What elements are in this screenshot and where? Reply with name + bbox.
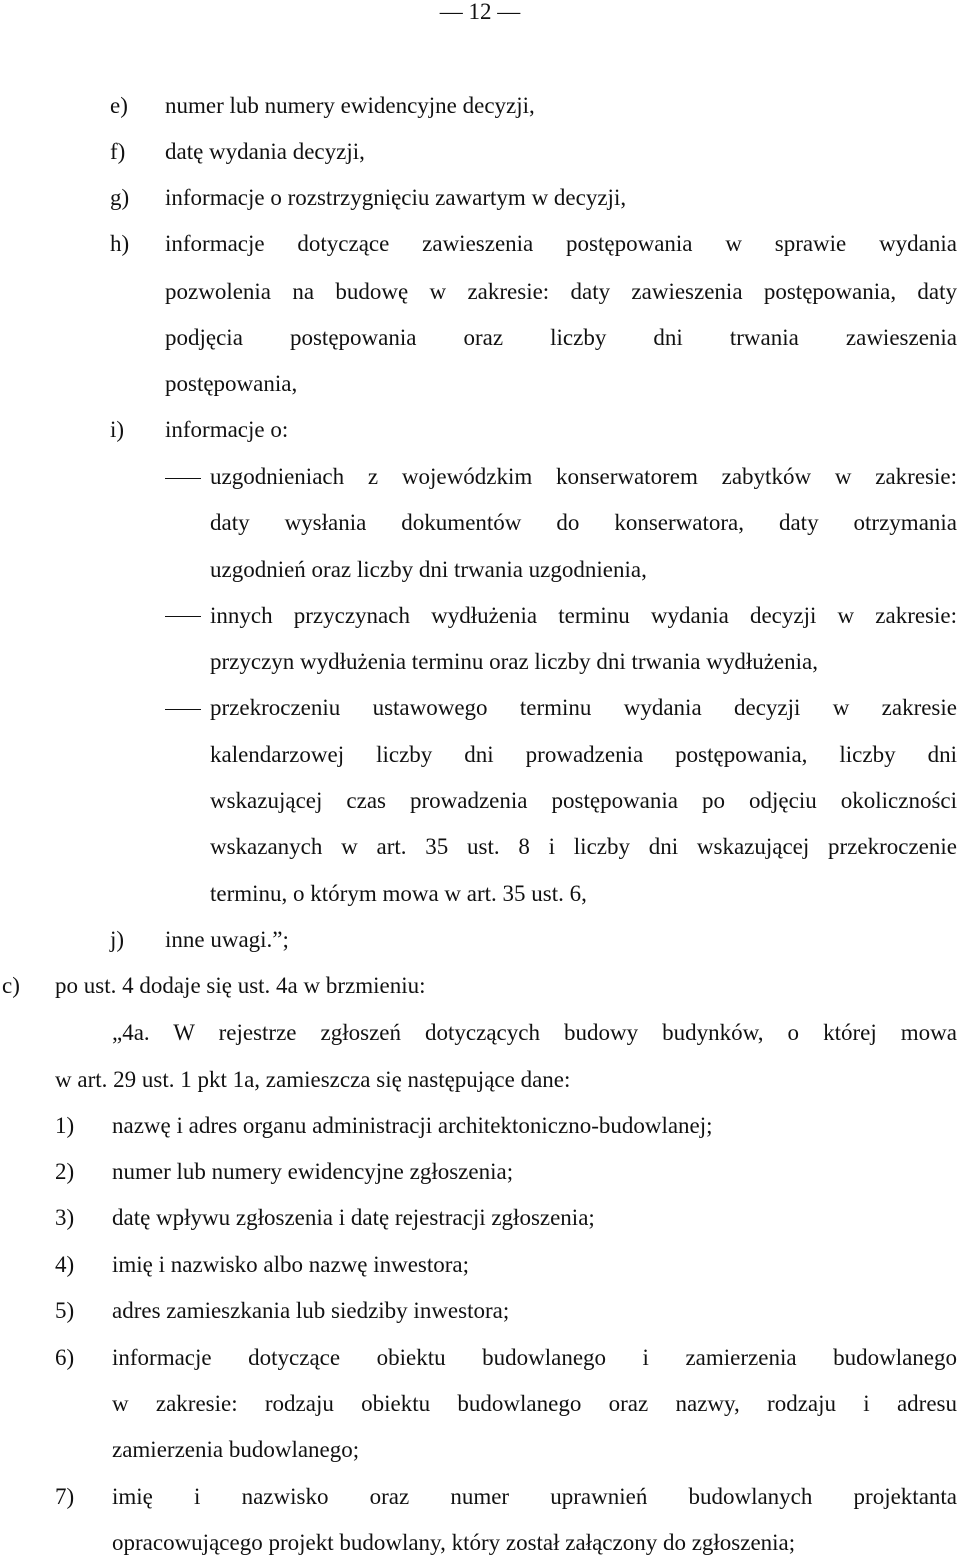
item-f-text: datę wydania decyzji,	[165, 139, 365, 164]
subitem-line: uzgodnień oraz liczby dni trwania uzgodnienia,	[210, 557, 647, 582]
subitem-line: wskazującej czas prowadzenia postępowania po odjęciu okoliczności	[210, 788, 957, 813]
subitem-line: uzgodnieniach z wojewódzkim konserwatorem zabytków w zakresie:	[210, 464, 957, 489]
item-h-line: informacje dotyczące zawieszenia postępowania w sprawie wydania	[165, 231, 957, 256]
item-f-marker: f)	[110, 139, 126, 164]
subitem-line: kalendarzowej liczby dni prowadzenia postępowania, liczby dni	[210, 742, 957, 767]
item-g-marker: g)	[110, 185, 130, 210]
numbered-item-text: numer lub numery ewidencyjne zgłoszenia;	[112, 1159, 514, 1184]
numbered-item-marker: 6)	[55, 1345, 75, 1370]
numbered-item-text: datę wpływu zgłoszenia i datę rejestracji zgłoszenia;	[112, 1205, 595, 1230]
numbered-item-marker: 4)	[55, 1252, 75, 1277]
numbered-item-text: w zakresie: rodzaju obiektu budowlanego oraz nazwy, rodzaju i adresu	[112, 1391, 957, 1416]
item-e-marker: e)	[110, 93, 128, 118]
item-h-marker: h)	[110, 231, 130, 256]
item-j-marker: j)	[110, 927, 125, 952]
numbered-item-marker: 7)	[55, 1484, 75, 1509]
item-h-line: pozwolenia na budowę w zakresie: daty zawieszenia postępowania, daty	[165, 279, 957, 304]
point-c-text: po ust. 4 dodaje się ust. 4a w brzmieniu:	[55, 973, 426, 998]
subitem-line: daty wysłania dokumentów do konserwatora, daty otrzymania	[210, 510, 957, 535]
numbered-item-marker: 5)	[55, 1298, 75, 1323]
numbered-item-text: imię i nazwisko oraz numer uprawnień budowlanych projektanta	[112, 1484, 957, 1509]
numbered-item-text: nazwę i adres organu administracji architektoniczno-budowlanej;	[112, 1113, 713, 1138]
subitem-line: wskazanych w art. 35 ust. 8 i liczby dni wskazującej przekroczenie	[210, 834, 957, 859]
subitem-line: innych przyczynach wydłużenia terminu wydania decyzji w zakresie:	[210, 603, 957, 628]
paragraph-4a-line: w art. 29 ust. 1 pkt 1a, zamieszcza się następujące dane:	[55, 1067, 571, 1092]
numbered-item-marker: 1)	[55, 1113, 75, 1138]
page-number: — 12 —	[439, 0, 521, 24]
item-j-text: inne uwagi.”;	[165, 927, 289, 952]
numbered-item-text: imię i nazwisko albo nazwę inwestora;	[112, 1252, 470, 1277]
dash-bullet	[165, 478, 201, 479]
numbered-item-marker: 2)	[55, 1159, 75, 1184]
subitem-line: terminu, o którym mowa w art. 35 ust. 6,	[210, 881, 587, 906]
paragraph-4a-line: „4a. W rejestrze zgłoszeń dotyczących budowy budynków, o której mowa	[112, 1020, 957, 1045]
page-number-value: 12	[468, 0, 492, 24]
item-h-line: podjęcia postępowania oraz liczby dni trwania zawieszenia	[165, 325, 957, 350]
item-i-marker: i)	[110, 417, 125, 442]
item-g-text: informacje o rozstrzygnięciu zawartym w decyzji,	[165, 185, 627, 210]
item-e-text: numer lub numery ewidencyjne decyzji,	[165, 93, 535, 118]
numbered-item-text: zamierzenia budowlanego;	[112, 1437, 360, 1462]
item-i-text: informacje o:	[165, 417, 289, 442]
numbered-item-text: adres zamieszkania lub siedziby inwestora;	[112, 1298, 510, 1323]
numbered-item-text: opracowującego projekt budowlany, który został załączony do zgłoszenia;	[112, 1530, 796, 1555]
dash-bullet	[165, 616, 201, 617]
dash-bullet	[165, 709, 201, 710]
point-c-marker: c)	[2, 973, 20, 998]
numbered-item-text: informacje dotyczące obiektu budowlanego i zamierzenia budowlanego	[112, 1345, 957, 1370]
subitem-line: przekroczeniu ustawowego terminu wydania decyzji w zakresie	[210, 695, 957, 720]
subitem-line: przyczyn wydłużenia terminu oraz liczby dni trwania wydłużenia,	[210, 649, 818, 674]
numbered-item-marker: 3)	[55, 1205, 75, 1230]
item-h-line: postępowania,	[165, 371, 298, 396]
